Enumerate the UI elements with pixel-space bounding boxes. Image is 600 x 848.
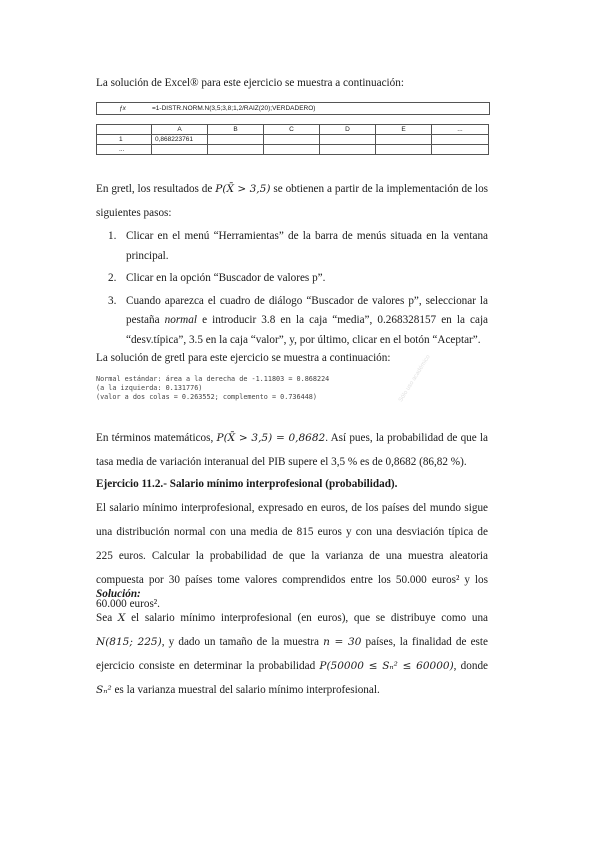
cell-a1[interactable]: 0,868223761 <box>152 135 208 145</box>
gretl-solution-intro: La solución de gretl para este ejercicio se muestra a continuación: <box>96 352 391 364</box>
cell[interactable] <box>320 135 376 145</box>
table-row <box>97 135 489 145</box>
cell[interactable] <box>152 145 208 155</box>
table-row <box>97 145 489 155</box>
formula-text: =1-DISTR.NORM.N(3,5;3,8;1,2/RAIZ(20);VERDADERO) <box>152 105 316 112</box>
solution-title: Solución: <box>96 588 141 600</box>
column-header[interactable]: C <box>264 125 320 135</box>
steps-list <box>96 227 488 353</box>
cell[interactable] <box>376 145 432 155</box>
cell[interactable] <box>208 145 264 155</box>
list-item: 2. Clicar en la opción “Buscador de valores p”. <box>108 272 326 284</box>
column-header[interactable]: ... <box>432 125 489 135</box>
cell[interactable] <box>320 145 376 155</box>
probability-expression: P(X̄ > 3,5) <box>215 183 271 195</box>
cell[interactable] <box>264 135 320 145</box>
solution-text: Sea X el salario mínimo interprofesional (en euros), que se distribuye como una N(815; 225), y dado un tamaño de la muestra n = 30 países, la finalidad de este ejercicio consiste en determinar la probabilidad P(50000 ≤ Sₙ² ≤ 60000), donde Sₙ² es la varianza muestral del salario mínimo interprofesional. <box>96 612 489 696</box>
excel-intro: La solución de Excel® para este ejercicio se muestra a continuación: <box>96 77 404 89</box>
corner-cell <box>97 125 152 135</box>
column-header[interactable]: B <box>208 125 264 135</box>
cell[interactable] <box>432 135 489 145</box>
math-result: En términos matemáticos, P(X̄ > 3,5) = 0,8682. Así pues, la probabilidad de que la tasa media de variación interanual del PIB supere el 3,5 % es de 0,8682 (86,82 %). <box>96 432 488 468</box>
fx-icon: ƒx <box>119 105 126 112</box>
formula-bar[interactable] <box>96 102 490 115</box>
gretl-console-output: Normal estándar: área a la derecha de -1.11803 = 0.868224 (a la izquierda: 0.131776) (valor a dos colas = 0.263552; complemento = 0.736448) <box>96 375 330 401</box>
column-header[interactable]: A <box>152 125 208 135</box>
watermark: Sólo uso académico <box>398 354 432 404</box>
spreadsheet-table <box>96 124 489 155</box>
gretl-intro: En gretl, los resultados de P(X̄ > 3,5) se obtienen a partir de la implementación de los siguientes pasos: <box>96 183 489 219</box>
row-header[interactable]: 1 <box>97 135 152 145</box>
cell[interactable] <box>208 135 264 145</box>
row-header[interactable]: ... <box>97 145 152 155</box>
list-item: 1. Clicar en el menú “Herramientas” de la barra de menús situada en la ventana principal. <box>108 230 488 262</box>
list-item: 3. Cuando aparezca el cuadro de diálogo “Buscador de valores p”, seleccionar la pestaña normal e introducir 3.8 en la caja “media”, 0.268328157 en la caja “desv.típica”, 3.5 en la caja “valor”, y, por último, clicar en el botón “Aceptar”. <box>108 294 489 346</box>
exercise-text: El salario mínimo interprofesional, expresado en euros, de los países del mundo sigue una distribución normal con una media de 815 euros y con una desviación típica de 225 euros. Calcular la probabilidad de que la varianza de una muestra aleatoria compuesta por 30 países tome valores comprendidos entre los 50.000 euros² y los 60.000 euros². <box>96 502 488 610</box>
table-header-row <box>97 125 489 135</box>
column-header[interactable]: D <box>320 125 376 135</box>
cell[interactable] <box>376 135 432 145</box>
cell[interactable] <box>432 145 489 155</box>
exercise-title: Ejercicio 11.2.- Salario mínimo interprofesional (probabilidad). <box>96 478 398 490</box>
result-expression: P(X̄ > 3,5) = 0,8682 <box>216 432 326 444</box>
cell[interactable] <box>264 145 320 155</box>
column-header[interactable]: E <box>376 125 432 135</box>
